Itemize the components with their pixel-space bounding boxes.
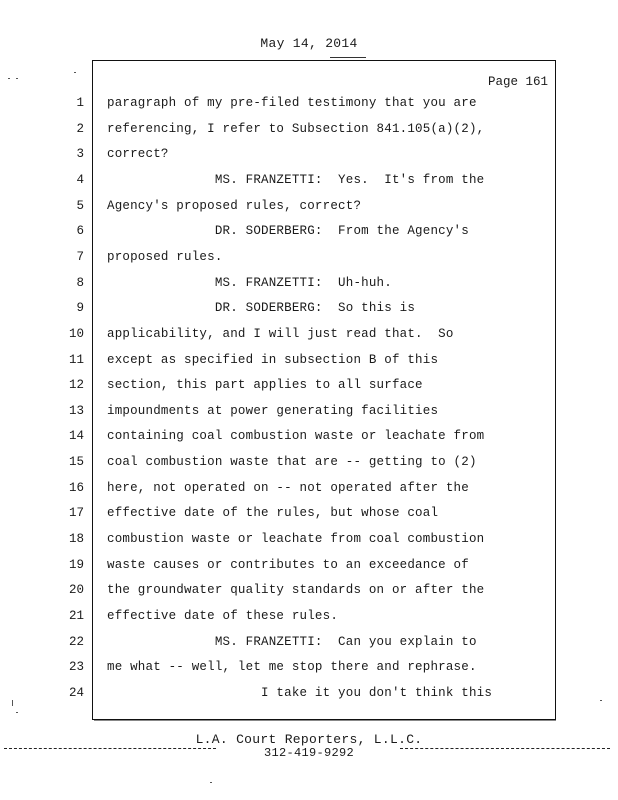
transcript-line-text: I take it you don't think this: [107, 685, 493, 700]
scan-speck: [74, 72, 76, 73]
transcript-line-text: coal combustion waste that are -- getting to (2): [107, 455, 477, 470]
line-number: 15: [68, 455, 84, 470]
transcript-line-text: combustion waste or leachate from coal combustion: [107, 532, 485, 546]
transcript-line-text: DR. SODERBERG: From the Agency's: [107, 224, 469, 239]
line-number: 9: [76, 301, 84, 316]
transcript-line-text: except as specified in subsection B of this: [107, 352, 439, 367]
line-number: 7: [76, 249, 84, 264]
transcript-line-text: section, this part applies to all surface: [107, 378, 423, 393]
line-number: 20: [68, 583, 84, 598]
transcript-line-text: the groundwater quality standards on or after the: [107, 583, 485, 598]
court-reporter-phone: 312-419-9292: [263, 746, 354, 760]
line-number: 19: [68, 557, 84, 572]
header-rule: [330, 57, 366, 58]
line-number: 6: [76, 224, 84, 239]
line-number: 22: [68, 634, 84, 649]
transcript-line-text: referencing, I refer to Subsection 841.105(a)(2),: [107, 121, 485, 136]
transcript-line-text: here, not operated on -- not operated after the: [107, 480, 469, 495]
scan-speck: [16, 712, 18, 713]
transcript-line-text: MS. FRANZETTI: Yes. It's from the: [107, 172, 485, 187]
court-reporter-name: L.A. Court Reporters, L.L.C.: [195, 732, 423, 747]
line-number: 17: [68, 506, 84, 521]
transcript-line-text: MS. FRANZETTI: Can you explain to: [107, 634, 477, 649]
transcript-line-text: effective date of the rules, but whose coal: [107, 506, 439, 521]
transcript-line-text: effective date of these rules.: [107, 609, 339, 623]
frame-bottom-shadow: [94, 720, 556, 721]
transcript-line-text: me what -- well, let me stop there and rephrase.: [107, 660, 477, 675]
line-number: 14: [68, 429, 84, 444]
transcript-date: May 14, 2014: [260, 36, 358, 51]
transcript-line-text: waste causes or contributes to an exceedance of: [107, 557, 469, 572]
transcript-line-text: correct?: [107, 147, 169, 162]
scan-speck: [600, 700, 602, 701]
line-number: 5: [76, 198, 84, 213]
line-number: 18: [68, 532, 84, 546]
line-number: 23: [68, 660, 84, 675]
line-number: 10: [68, 326, 84, 341]
line-number: 11: [68, 352, 84, 367]
line-number: 24: [68, 685, 84, 700]
line-number: 4: [76, 172, 84, 187]
transcript-line-text: applicability, and I will just read that. So: [107, 326, 454, 341]
line-number: 21: [68, 609, 84, 623]
line-number: 3: [76, 147, 84, 162]
scan-speck: [12, 700, 13, 706]
line-number: 16: [68, 480, 84, 495]
scan-speck: [210, 782, 212, 783]
scan-speck: [8, 78, 10, 79]
line-number: 1: [76, 96, 84, 110]
line-number: 12: [68, 378, 84, 393]
line-number: 8: [76, 275, 84, 290]
transcript-line-text: Agency's proposed rules, correct?: [107, 198, 362, 213]
transcript-line-text: DR. SODERBERG: So this is: [107, 301, 416, 316]
page-number: Page 161: [487, 75, 548, 89]
transcript-line-text: containing coal combustion waste or leachate from: [107, 429, 485, 444]
scan-speck: [16, 78, 18, 79]
transcript-line-text: MS. FRANZETTI: Uh-huh.: [107, 275, 392, 290]
transcript-line-text: proposed rules.: [107, 249, 223, 264]
transcript-line-text: impoundments at power generating facilities: [107, 403, 439, 418]
transcript-line-text: paragraph of my pre-filed testimony that you are: [107, 96, 477, 110]
line-number: 2: [76, 121, 84, 136]
line-number: 13: [68, 403, 84, 418]
